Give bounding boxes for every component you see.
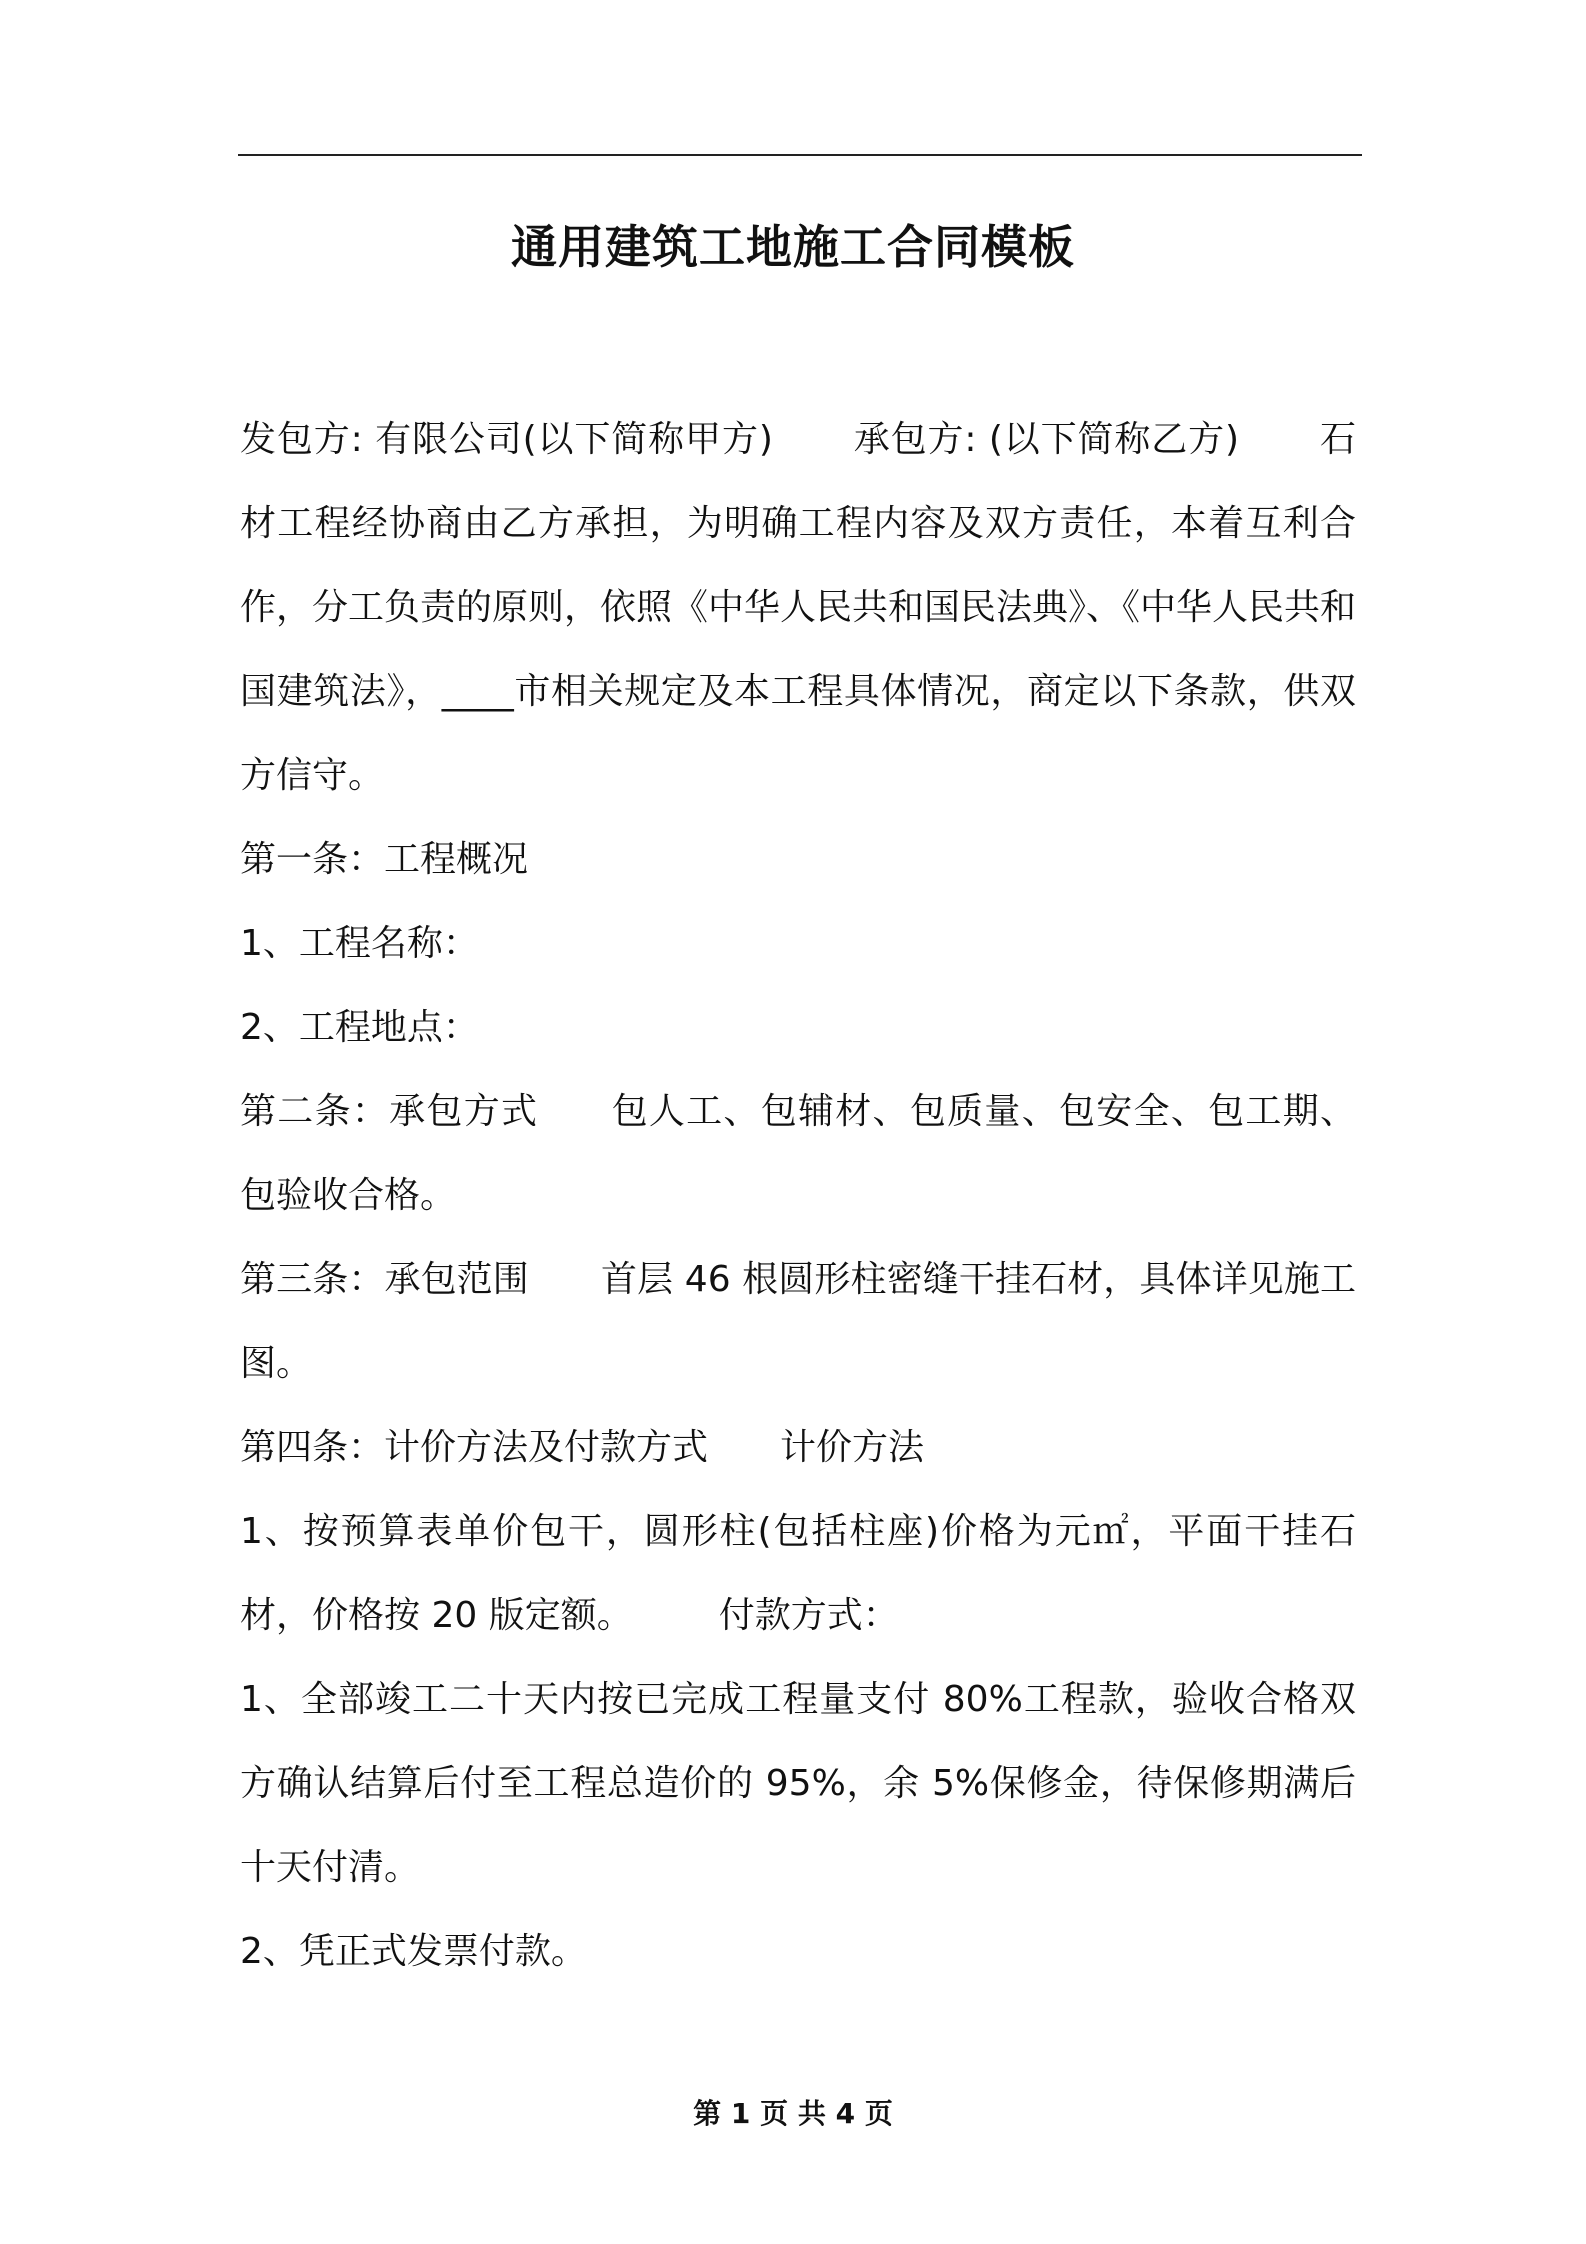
article-1-item-1: 1、工程名称： [240,923,479,964]
article-4-paragraph [240,1406,1356,1490]
payment-item-2: 2、凭正式发票付款。 [240,1931,587,1972]
page-number: 第 1 页 共 4 页 [693,2097,893,2130]
article-2-heading: 第二条：承包方式 [240,1091,539,1132]
article-3-heading: 第三条：承包范围 [240,1259,529,1300]
pricing-paragraph [240,1490,1356,1658]
article-4-heading: 第四条：计价方法及付款方式 [240,1427,709,1468]
party-a-text: 发包方: 有限公司(以下简称甲方) [240,419,773,460]
article-2-paragraph [240,1070,1356,1238]
article-3-content: 首层 46 根圆形柱密缝干挂石材，具体详见施工图。 [240,1259,1356,1384]
article-3-paragraph [240,1238,1356,1406]
intro-body-text: 石材工程经协商由乙方承担，为明确工程内容及双方责任，本着互利合作，分工负责的原则，依照《中华人民共和国民法典》、《中华人民共和国建筑法》，____市相关规定及本工程具体情况，商定以下条款，供双方信守。 [240,419,1357,796]
intro-paragraph [240,398,1356,818]
payment-heading: 付款方式： [718,1595,899,1636]
article-1-heading: 第一条：工程概况 [240,839,529,880]
pricing-item-1: 1、按预算表单价包干，圆形柱(包括柱座)价格为元㎡，平面干挂石材，价格按 20 版定额。 [240,1511,1356,1636]
party-b-text: 承包方: (以下简称乙方) [852,419,1240,460]
document-body [240,398,1356,1994]
article-2-content: 包人工、包辅材、包质量、包安全、包工期、包验收合格。 [240,1091,1356,1216]
article-1-item-2: 2、工程地点： [240,1007,479,1048]
pricing-heading: 计价方法 [780,1427,925,1468]
payment-item-1: 1、全部竣工二十天内按已完成工程量支付 80%工程款，验收合格双方确认结算后付至工程总造价的 95%，余 5%保修金，待保修期满后十天付清。 [240,1679,1356,1888]
document-title: 通用建筑工地施工合同模板 [511,220,1075,274]
header-rule [238,154,1362,156]
